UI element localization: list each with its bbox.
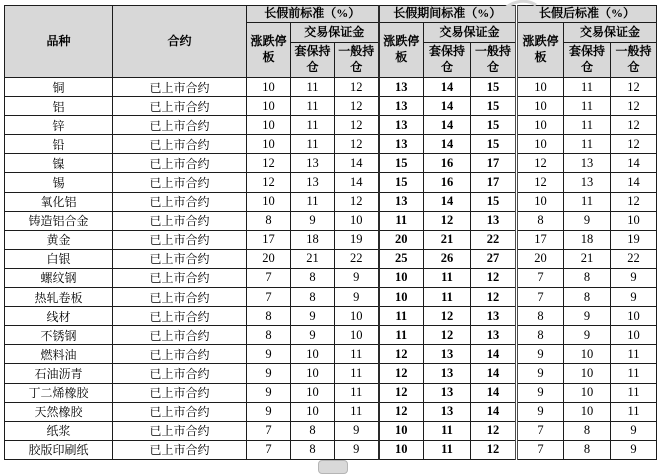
during-value-cell: 10 bbox=[379, 288, 424, 307]
post-value-cell: 10 bbox=[517, 116, 564, 135]
during-value-cell: 15 bbox=[471, 192, 517, 211]
pre-value-cell: 8 bbox=[291, 421, 335, 440]
contract-cell: 已上市合约 bbox=[113, 268, 247, 287]
pre-value-cell: 12 bbox=[335, 97, 379, 116]
table-row bbox=[5, 173, 657, 192]
margin-standards-table bbox=[4, 5, 657, 460]
during-value-cell: 12 bbox=[379, 345, 424, 364]
contract-cell: 已上市合约 bbox=[113, 402, 247, 421]
post-value-cell: 11 bbox=[611, 345, 657, 364]
header-general-pre: 一般持仓 bbox=[335, 43, 379, 78]
post-value-cell: 9 bbox=[564, 307, 611, 326]
variety-cell: 胶版印刷纸 bbox=[5, 440, 113, 459]
pre-value-cell: 10 bbox=[291, 402, 335, 421]
during-value-cell: 14 bbox=[471, 364, 517, 383]
during-value-cell: 12 bbox=[471, 268, 517, 287]
post-value-cell: 20 bbox=[517, 249, 564, 268]
post-value-cell: 8 bbox=[517, 326, 564, 345]
during-value-cell: 11 bbox=[424, 268, 471, 287]
pre-value-cell: 7 bbox=[247, 288, 291, 307]
pre-value-cell: 11 bbox=[291, 135, 335, 154]
contract-cell: 已上市合约 bbox=[113, 364, 247, 383]
post-value-cell: 7 bbox=[517, 268, 564, 287]
during-value-cell: 11 bbox=[379, 211, 424, 230]
pre-value-cell: 19 bbox=[335, 230, 379, 249]
header-section-during: 长假期间标准（%） bbox=[379, 6, 517, 23]
post-value-cell: 10 bbox=[517, 135, 564, 154]
pre-value-cell: 13 bbox=[291, 173, 335, 192]
variety-cell: 铸造铝合金 bbox=[5, 211, 113, 230]
during-value-cell: 14 bbox=[424, 97, 471, 116]
pre-value-cell: 8 bbox=[291, 288, 335, 307]
pre-value-cell: 22 bbox=[335, 249, 379, 268]
contract-cell: 已上市合约 bbox=[113, 97, 247, 116]
contract-cell: 已上市合约 bbox=[113, 307, 247, 326]
variety-cell: 丁二烯橡胶 bbox=[5, 383, 113, 402]
variety-cell: 锡 bbox=[5, 173, 113, 192]
table-row bbox=[5, 97, 657, 116]
post-value-cell: 18 bbox=[564, 230, 611, 249]
during-value-cell: 15 bbox=[379, 173, 424, 192]
post-value-cell: 8 bbox=[564, 268, 611, 287]
pre-value-cell: 9 bbox=[335, 421, 379, 440]
variety-cell: 纸浆 bbox=[5, 421, 113, 440]
pre-value-cell: 9 bbox=[247, 345, 291, 364]
contract-cell: 已上市合约 bbox=[113, 421, 247, 440]
during-value-cell: 13 bbox=[424, 402, 471, 421]
pre-value-cell: 12 bbox=[247, 173, 291, 192]
during-value-cell: 12 bbox=[379, 402, 424, 421]
pre-value-cell: 7 bbox=[247, 421, 291, 440]
post-value-cell: 9 bbox=[611, 440, 657, 459]
pre-value-cell: 10 bbox=[247, 116, 291, 135]
post-value-cell: 12 bbox=[611, 97, 657, 116]
post-value-cell: 12 bbox=[517, 173, 564, 192]
pre-value-cell: 14 bbox=[335, 173, 379, 192]
post-value-cell: 21 bbox=[564, 249, 611, 268]
pre-value-cell: 9 bbox=[247, 402, 291, 421]
contract-cell: 已上市合约 bbox=[113, 345, 247, 364]
post-value-cell: 7 bbox=[517, 288, 564, 307]
during-value-cell: 14 bbox=[424, 78, 471, 97]
pre-value-cell: 10 bbox=[335, 307, 379, 326]
pre-value-cell: 9 bbox=[291, 307, 335, 326]
contract-cell: 已上市合约 bbox=[113, 192, 247, 211]
pre-value-cell: 12 bbox=[335, 192, 379, 211]
pre-value-cell: 9 bbox=[247, 383, 291, 402]
pre-value-cell: 11 bbox=[291, 192, 335, 211]
post-value-cell: 9 bbox=[517, 402, 564, 421]
contract-cell: 已上市合约 bbox=[113, 173, 247, 192]
during-value-cell: 14 bbox=[471, 383, 517, 402]
header-general-post: 一般持仓 bbox=[611, 43, 657, 78]
pre-value-cell: 11 bbox=[291, 97, 335, 116]
post-value-cell: 9 bbox=[517, 383, 564, 402]
post-value-cell: 10 bbox=[564, 383, 611, 402]
post-value-cell: 9 bbox=[611, 268, 657, 287]
post-value-cell: 22 bbox=[611, 249, 657, 268]
during-value-cell: 12 bbox=[379, 364, 424, 383]
pre-value-cell: 10 bbox=[247, 135, 291, 154]
during-value-cell: 15 bbox=[471, 135, 517, 154]
post-value-cell: 7 bbox=[517, 421, 564, 440]
during-value-cell: 22 bbox=[471, 230, 517, 249]
post-value-cell: 10 bbox=[517, 192, 564, 211]
variety-cell: 锌 bbox=[5, 116, 113, 135]
pre-value-cell: 20 bbox=[247, 249, 291, 268]
pre-value-cell: 10 bbox=[291, 383, 335, 402]
pre-value-cell: 8 bbox=[247, 326, 291, 345]
post-value-cell: 9 bbox=[611, 421, 657, 440]
during-value-cell: 21 bbox=[424, 230, 471, 249]
during-value-cell: 13 bbox=[379, 97, 424, 116]
pre-value-cell: 8 bbox=[291, 440, 335, 459]
pre-value-cell: 8 bbox=[291, 268, 335, 287]
during-value-cell: 13 bbox=[471, 211, 517, 230]
pre-value-cell: 10 bbox=[291, 364, 335, 383]
during-value-cell: 20 bbox=[379, 230, 424, 249]
pre-value-cell: 12 bbox=[335, 116, 379, 135]
during-value-cell: 17 bbox=[471, 154, 517, 173]
during-value-cell: 13 bbox=[424, 345, 471, 364]
header-price-limit-post: 涨跌停板 bbox=[517, 23, 564, 78]
contract-cell: 已上市合约 bbox=[113, 211, 247, 230]
post-value-cell: 11 bbox=[564, 97, 611, 116]
post-value-cell: 12 bbox=[611, 135, 657, 154]
table-row bbox=[5, 135, 657, 154]
during-value-cell: 15 bbox=[379, 154, 424, 173]
table-row bbox=[5, 154, 657, 173]
variety-cell: 不锈钢 bbox=[5, 326, 113, 345]
header-section-pre: 长假前标准（%） bbox=[247, 6, 379, 23]
table-header bbox=[5, 6, 657, 78]
during-value-cell: 26 bbox=[424, 249, 471, 268]
table-body bbox=[5, 78, 657, 460]
table-row bbox=[5, 288, 657, 307]
during-value-cell: 13 bbox=[424, 383, 471, 402]
variety-cell: 镍 bbox=[5, 154, 113, 173]
header-hedge-during: 套保持仓 bbox=[424, 43, 471, 78]
post-value-cell: 14 bbox=[611, 154, 657, 173]
header-contract: 合约 bbox=[113, 6, 247, 78]
during-value-cell: 13 bbox=[379, 192, 424, 211]
variety-cell: 燃料油 bbox=[5, 345, 113, 364]
pre-value-cell: 11 bbox=[335, 345, 379, 364]
post-value-cell: 19 bbox=[611, 230, 657, 249]
during-value-cell: 13 bbox=[379, 116, 424, 135]
post-value-cell: 10 bbox=[564, 402, 611, 421]
during-value-cell: 15 bbox=[471, 78, 517, 97]
during-value-cell: 14 bbox=[424, 192, 471, 211]
post-value-cell: 13 bbox=[564, 173, 611, 192]
variety-cell: 螺纹钢 bbox=[5, 268, 113, 287]
pre-value-cell: 9 bbox=[291, 326, 335, 345]
during-value-cell: 12 bbox=[424, 211, 471, 230]
pre-value-cell: 10 bbox=[247, 192, 291, 211]
contract-cell: 已上市合约 bbox=[113, 78, 247, 97]
contract-cell: 已上市合约 bbox=[113, 135, 247, 154]
pre-value-cell: 10 bbox=[335, 211, 379, 230]
during-value-cell: 11 bbox=[424, 421, 471, 440]
pre-value-cell: 11 bbox=[291, 78, 335, 97]
pre-value-cell: 10 bbox=[247, 78, 291, 97]
pre-value-cell: 11 bbox=[291, 116, 335, 135]
variety-cell: 天然橡胶 bbox=[5, 402, 113, 421]
variety-cell: 线材 bbox=[5, 307, 113, 326]
post-value-cell: 11 bbox=[564, 116, 611, 135]
pre-value-cell: 17 bbox=[247, 230, 291, 249]
pre-value-cell: 14 bbox=[335, 154, 379, 173]
post-value-cell: 10 bbox=[611, 211, 657, 230]
contract-cell: 已上市合约 bbox=[113, 249, 247, 268]
header-trade-margin-post: 交易保证金 bbox=[564, 23, 657, 43]
variety-cell: 石油沥青 bbox=[5, 364, 113, 383]
post-value-cell: 13 bbox=[564, 154, 611, 173]
pre-value-cell: 21 bbox=[291, 249, 335, 268]
post-value-cell: 17 bbox=[517, 230, 564, 249]
post-value-cell: 11 bbox=[564, 192, 611, 211]
header-general-during: 一般持仓 bbox=[471, 43, 517, 78]
post-value-cell: 9 bbox=[517, 364, 564, 383]
pre-value-cell: 10 bbox=[335, 326, 379, 345]
during-value-cell: 13 bbox=[424, 364, 471, 383]
contract-cell: 已上市合约 bbox=[113, 440, 247, 459]
post-value-cell: 8 bbox=[517, 307, 564, 326]
cutoff-button[interactable] bbox=[318, 460, 348, 474]
during-value-cell: 17 bbox=[471, 173, 517, 192]
post-value-cell: 10 bbox=[611, 307, 657, 326]
during-value-cell: 12 bbox=[471, 440, 517, 459]
during-value-cell: 16 bbox=[424, 173, 471, 192]
during-value-cell: 13 bbox=[471, 326, 517, 345]
pre-value-cell: 8 bbox=[247, 307, 291, 326]
pre-value-cell: 10 bbox=[247, 97, 291, 116]
during-value-cell: 12 bbox=[424, 326, 471, 345]
header-hedge-pre: 套保持仓 bbox=[291, 43, 335, 78]
during-value-cell: 14 bbox=[471, 402, 517, 421]
table-row bbox=[5, 402, 657, 421]
post-value-cell: 12 bbox=[611, 192, 657, 211]
post-value-cell: 8 bbox=[564, 421, 611, 440]
during-value-cell: 12 bbox=[379, 383, 424, 402]
header-price-limit-during: 涨跌停板 bbox=[379, 23, 424, 78]
contract-cell: 已上市合约 bbox=[113, 154, 247, 173]
table-row bbox=[5, 326, 657, 345]
post-value-cell: 11 bbox=[611, 364, 657, 383]
post-value-cell: 8 bbox=[564, 288, 611, 307]
pre-value-cell: 11 bbox=[335, 364, 379, 383]
table-row bbox=[5, 230, 657, 249]
during-value-cell: 16 bbox=[424, 154, 471, 173]
contract-cell: 已上市合约 bbox=[113, 288, 247, 307]
post-value-cell: 10 bbox=[564, 345, 611, 364]
during-value-cell: 11 bbox=[379, 326, 424, 345]
variety-cell: 热轧卷板 bbox=[5, 288, 113, 307]
pre-value-cell: 11 bbox=[335, 383, 379, 402]
contract-cell: 已上市合约 bbox=[113, 230, 247, 249]
pre-value-cell: 7 bbox=[247, 268, 291, 287]
contract-cell: 已上市合约 bbox=[113, 383, 247, 402]
variety-cell: 铝 bbox=[5, 97, 113, 116]
post-value-cell: 12 bbox=[611, 116, 657, 135]
during-value-cell: 10 bbox=[379, 440, 424, 459]
post-value-cell: 11 bbox=[564, 78, 611, 97]
post-value-cell: 14 bbox=[611, 173, 657, 192]
during-value-cell: 13 bbox=[379, 78, 424, 97]
table-row bbox=[5, 268, 657, 287]
post-value-cell: 12 bbox=[517, 154, 564, 173]
during-value-cell: 14 bbox=[424, 135, 471, 154]
post-value-cell: 9 bbox=[564, 326, 611, 345]
during-value-cell: 25 bbox=[379, 249, 424, 268]
contract-cell: 已上市合约 bbox=[113, 326, 247, 345]
table-row bbox=[5, 192, 657, 211]
post-value-cell: 9 bbox=[611, 288, 657, 307]
during-value-cell: 12 bbox=[471, 421, 517, 440]
pre-value-cell: 10 bbox=[291, 345, 335, 364]
during-value-cell: 13 bbox=[379, 135, 424, 154]
margin-standards-table-wrap bbox=[4, 5, 657, 460]
contract-cell: 已上市合约 bbox=[113, 116, 247, 135]
during-value-cell: 15 bbox=[471, 116, 517, 135]
table-row bbox=[5, 364, 657, 383]
table-row bbox=[5, 78, 657, 97]
post-value-cell: 9 bbox=[517, 345, 564, 364]
pre-value-cell: 18 bbox=[291, 230, 335, 249]
pre-value-cell: 9 bbox=[335, 440, 379, 459]
pre-value-cell: 12 bbox=[335, 78, 379, 97]
post-value-cell: 9 bbox=[564, 211, 611, 230]
during-value-cell: 27 bbox=[471, 249, 517, 268]
table-row bbox=[5, 211, 657, 230]
table-row bbox=[5, 249, 657, 268]
during-value-cell: 11 bbox=[424, 440, 471, 459]
during-value-cell: 12 bbox=[471, 288, 517, 307]
pre-value-cell: 8 bbox=[247, 211, 291, 230]
post-value-cell: 8 bbox=[517, 211, 564, 230]
header-trade-margin-during: 交易保证金 bbox=[424, 23, 517, 43]
during-value-cell: 12 bbox=[424, 307, 471, 326]
header-price-limit-pre: 涨跌停板 bbox=[247, 23, 291, 78]
post-value-cell: 11 bbox=[564, 135, 611, 154]
post-value-cell: 10 bbox=[564, 364, 611, 383]
pre-value-cell: 9 bbox=[291, 211, 335, 230]
variety-cell: 黄金 bbox=[5, 230, 113, 249]
table-row bbox=[5, 307, 657, 326]
table-row bbox=[5, 345, 657, 364]
pre-value-cell: 11 bbox=[335, 402, 379, 421]
table-row bbox=[5, 116, 657, 135]
table-row bbox=[5, 440, 657, 459]
post-value-cell: 10 bbox=[611, 326, 657, 345]
variety-cell: 白银 bbox=[5, 249, 113, 268]
post-value-cell: 10 bbox=[517, 97, 564, 116]
table-row bbox=[5, 421, 657, 440]
during-value-cell: 10 bbox=[379, 421, 424, 440]
variety-cell: 氧化铝 bbox=[5, 192, 113, 211]
post-value-cell: 8 bbox=[564, 440, 611, 459]
pre-value-cell: 7 bbox=[247, 440, 291, 459]
pre-value-cell: 12 bbox=[247, 154, 291, 173]
pre-value-cell: 9 bbox=[335, 288, 379, 307]
post-value-cell: 12 bbox=[611, 78, 657, 97]
pre-value-cell: 13 bbox=[291, 154, 335, 173]
variety-cell: 铅 bbox=[5, 135, 113, 154]
header-section-post: 长假后标准（%） bbox=[517, 6, 657, 23]
header-trade-margin-pre: 交易保证金 bbox=[291, 23, 379, 43]
during-value-cell: 10 bbox=[379, 268, 424, 287]
during-value-cell: 13 bbox=[471, 307, 517, 326]
pre-value-cell: 12 bbox=[335, 135, 379, 154]
during-value-cell: 14 bbox=[424, 116, 471, 135]
post-value-cell: 10 bbox=[517, 78, 564, 97]
header-variety: 品种 bbox=[5, 6, 113, 78]
during-value-cell: 14 bbox=[471, 345, 517, 364]
during-value-cell: 11 bbox=[424, 288, 471, 307]
during-value-cell: 11 bbox=[379, 307, 424, 326]
pre-value-cell: 9 bbox=[335, 268, 379, 287]
post-value-cell: 11 bbox=[611, 383, 657, 402]
table-row bbox=[5, 383, 657, 402]
post-value-cell: 7 bbox=[517, 440, 564, 459]
post-value-cell: 11 bbox=[611, 402, 657, 421]
header-hedge-post: 套保持仓 bbox=[564, 43, 611, 78]
variety-cell: 铜 bbox=[5, 78, 113, 97]
during-value-cell: 15 bbox=[471, 97, 517, 116]
pre-value-cell: 9 bbox=[247, 364, 291, 383]
